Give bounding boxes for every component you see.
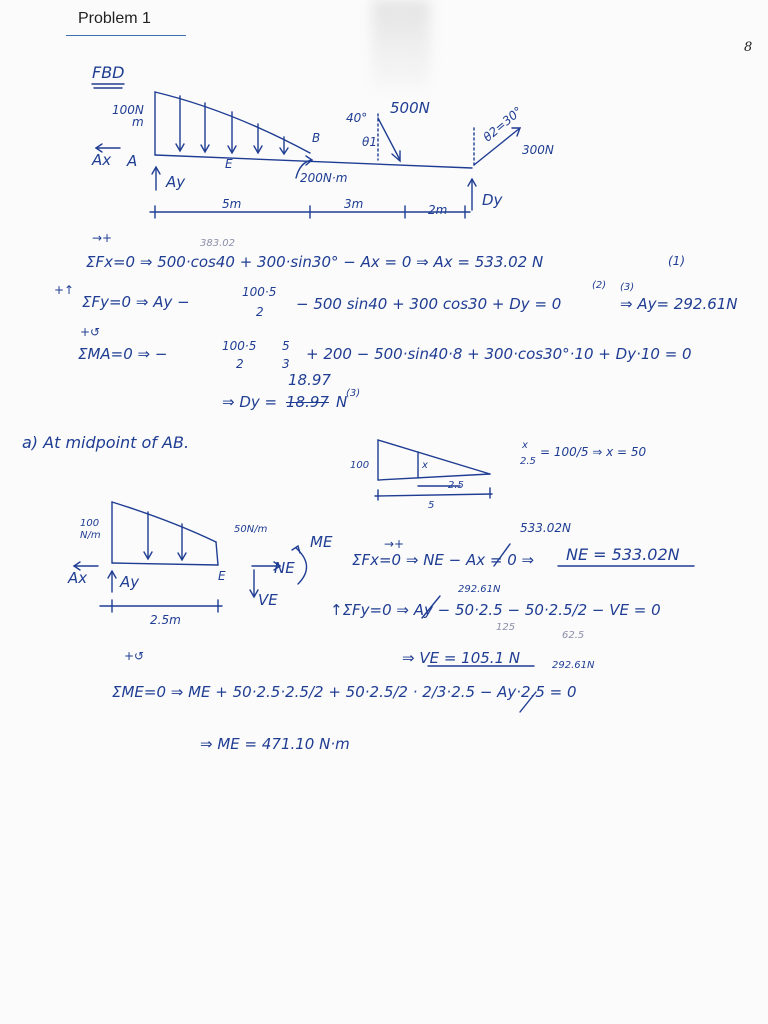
section-sum-fy: ↑ΣFy=0 ⇒ Ay − 50·2.5 − 50·2.5/2 − VE = 0 — [330, 601, 661, 619]
dim-5-label: 5m — [222, 197, 242, 211]
dy-unit: N — [336, 393, 348, 411]
section-ax-label: Ax — [68, 569, 88, 587]
me-result: ⇒ ME = 471.10 N·m — [200, 735, 350, 753]
ay-above-value-2: 292.61N — [552, 660, 595, 671]
sum-fy-result: ⇒ Ay= 292.61N — [620, 295, 738, 313]
triangle-100-label: 100 — [350, 460, 370, 471]
part-a-heading: a) At midpoint of AB. — [22, 433, 190, 452]
me-arc — [296, 548, 307, 584]
triangle-25-label: 2.5 — [448, 480, 464, 491]
sum-fx-section-direction: →+ — [384, 537, 405, 551]
sum-fy-frac-num: 100·5 — [242, 285, 277, 299]
ratio-equation: = 100/5 ⇒ x = 50 — [540, 445, 647, 459]
ay-above-value: 292.61N — [458, 584, 501, 595]
dy-label: Dy — [482, 191, 503, 209]
dy-result-lead: ⇒ Dy = — [222, 393, 278, 411]
section-sum-me: ΣME=0 ⇒ ME + 50·2.5·2.5/2 + 50·2.5/2 · 2/3·2.5 − Ay·2.5 = 0 — [112, 683, 577, 701]
dy-struck-value: 18.97 — [286, 393, 329, 411]
theta2-label: θ2=30° — [480, 103, 526, 145]
sum-fy-rest: − 500 sin40 + 300 cos30 + Dy = 0 — [296, 295, 562, 313]
ve-label: VE — [258, 591, 278, 609]
angle-40-label: 40° — [346, 111, 368, 125]
sum-ma-frac2-den: 3 — [282, 357, 290, 371]
section-e-label: E — [218, 569, 226, 583]
ax-label: Ax — [92, 151, 112, 169]
sum-fx-direction: →+ — [92, 231, 113, 245]
load-unit-label: m — [132, 115, 144, 129]
sum-fy-tag-2: (2) — [592, 280, 607, 291]
point-b-label: B — [312, 131, 321, 145]
sum-fy-tag-3: (3) — [620, 282, 635, 293]
sum-ma-rest: + 200 − 500·sin40·8 + 300·cos30°·10 + Dy·10 = 0 — [306, 345, 692, 363]
dim-3-label: 3m — [344, 197, 364, 211]
force-500-label: 500N — [390, 99, 430, 117]
page-title: Problem 1 — [78, 10, 151, 27]
me-label: ME — [310, 533, 333, 551]
theta1-label: θ1 — [362, 135, 377, 149]
section-load-unit: N/m — [80, 530, 101, 541]
section-ay-label: Ay — [120, 573, 140, 591]
section-sum-fx: ΣFx=0 ⇒ NE − Ax = 0 ⇒ — [352, 551, 535, 569]
section-load-label: 100 — [80, 518, 100, 529]
load-100-label: 100N — [112, 103, 144, 117]
dim-2-label: 2m — [428, 203, 448, 217]
force-300-label: 300N — [522, 143, 554, 157]
sum-fy-direction: +↑ — [54, 283, 75, 297]
dy-tag: (3) — [346, 388, 361, 399]
ne-label: NE — [274, 559, 295, 577]
sum-ma-equation: ΣMA=0 ⇒ − — [78, 345, 168, 363]
under-62-5: 62.5 — [562, 630, 585, 641]
point-a-label: A — [127, 152, 138, 170]
ve-result: ⇒ VE = 105.1 N — [402, 649, 521, 667]
triangle-x-label: x — [422, 460, 428, 471]
sum-fy-equation: ΣFy=0 ⇒ Ay − — [82, 293, 190, 311]
sum-fx-equation: ΣFx=0 ⇒ 500·cos40 + 300·sin30° − Ax = 0 ⇒ Ax = 533.02 N — [86, 253, 544, 271]
under-125: 125 — [496, 622, 516, 633]
moment-label: 200N·m — [300, 171, 348, 185]
force-500-arrow — [378, 118, 400, 160]
beam — [155, 155, 472, 168]
point-e-label: E — [225, 157, 233, 171]
ratio-x: x — [522, 440, 528, 451]
sum-fy-frac-den: 2 — [256, 305, 264, 319]
section-beam — [112, 563, 218, 565]
ne-result: NE = 533.02N — [566, 545, 680, 564]
fbd-label: FBD — [92, 63, 125, 82]
sum-ma-frac1-num: 100·5 — [222, 339, 257, 353]
ay-label: Ay — [166, 173, 186, 191]
sum-me-direction: +↺ — [124, 649, 145, 663]
ne-above-value: 533.02N — [520, 521, 571, 535]
sum-fx-tag: (1) — [668, 254, 685, 268]
sum-ma-frac1-den: 2 — [236, 357, 244, 371]
sum-ma-frac2-num: 5 — [282, 339, 290, 353]
dy-value-above: 18.97 — [288, 371, 331, 389]
section-dim-label: 2.5m — [150, 613, 181, 627]
page-number: 8 — [744, 40, 753, 55]
pencil-note: 383.02 — [200, 238, 235, 249]
sum-ma-direction: +↺ — [80, 325, 101, 339]
triangle-5-label: 5 — [428, 500, 435, 511]
section-load-envelope — [112, 502, 216, 542]
ratio-25: 2.5 — [520, 456, 536, 467]
section-load-50: 50N/m — [234, 524, 268, 535]
